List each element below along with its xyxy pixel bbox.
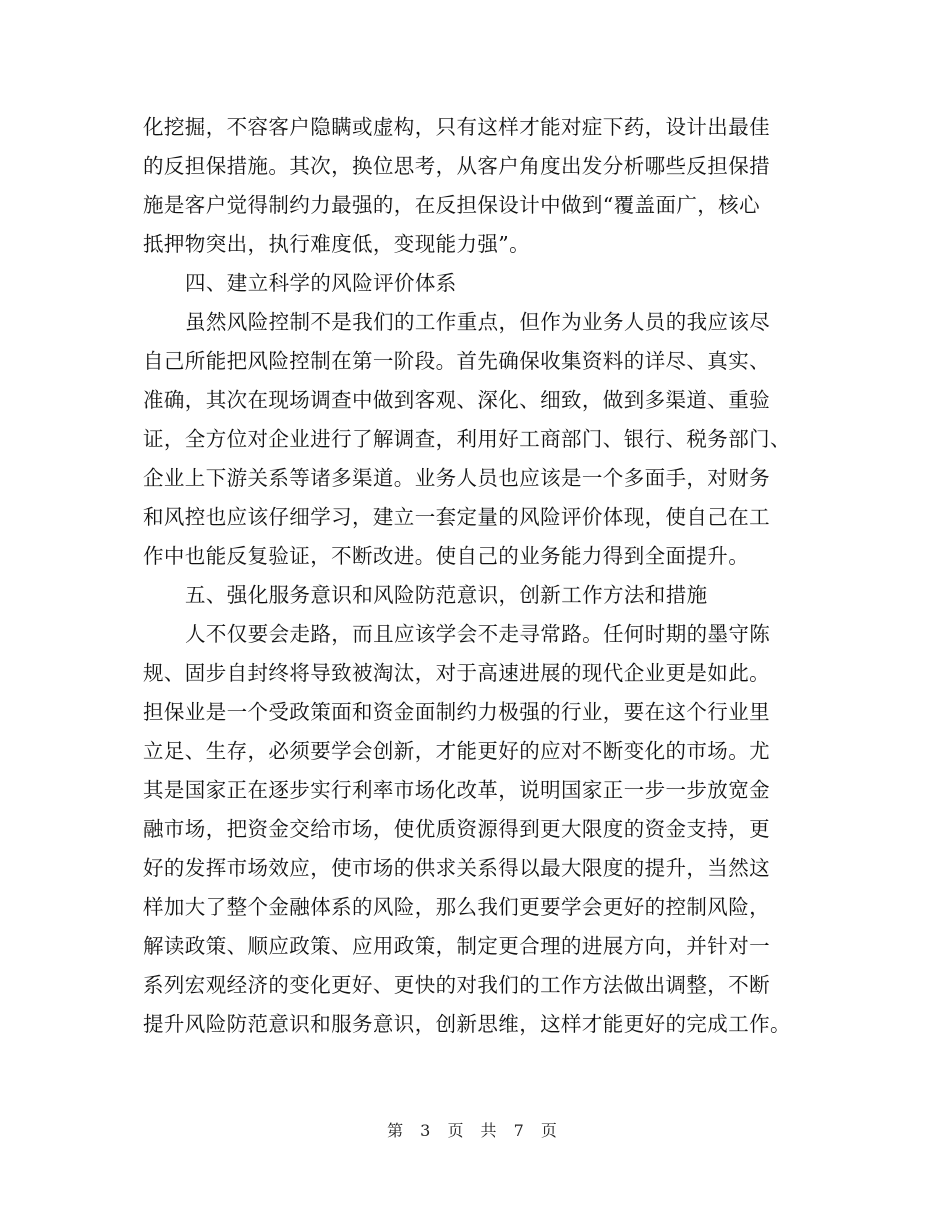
document-body (143, 108, 811, 1044)
text-line: 样加大了整个金融体系的风险，那么我们更要学会更好的控制风险， (143, 895, 770, 919)
text-line: 系列宏观经济的变化更好、更快的对我们的工作方法做出调整，不断 (143, 973, 770, 997)
text-line: 准确，其次在现场调查中做到客观、深化、细致，做到多渠道、重验 (143, 388, 770, 412)
text-line: 解读政策、顺应政策、应用政策，制定更合理的进展方向，并针对一 (143, 934, 770, 958)
text-line: 虽然风险控制不是我们的工作重点，但作为业务人员的我应该尽 (185, 310, 771, 334)
text-line: 和风控也应该仔细学习，建立一套定量的风险评价体现，使自己在工 (143, 505, 770, 529)
text-line: 抵押物突出，执行难度低，变现能力强”。 (143, 232, 531, 256)
page-number: 第 3 页 共 7 页 (387, 1121, 563, 1140)
text-line: 证，全方位对企业进行了解调查，利用好工商部门、银行、税务部门、 (143, 427, 791, 451)
text-line: 作中也能反复验证，不断改进。使自己的业务能力得到全面提升。 (143, 544, 750, 568)
text-line: 其是国家正在逐步实行利率市场化改革，说明国家正一步一步放宽金 (143, 778, 770, 802)
text-line: 规、固步自封终将导致被淘汰，对于高速进展的现代企业更是如此。 (143, 661, 770, 685)
text-line: 立足、生存，必须要学会创新，才能更好的应对不断变化的市场。尤 (143, 739, 770, 763)
section-heading: 五、强化服务意识和风险防范意识，创新工作方法和措施 (185, 583, 708, 607)
text-line: 的反担保措施。其次，换位思考，从客户角度出发分析哪些反担保措 (143, 154, 770, 178)
text-line: 提升风险防范意识和服务意识，创新思维，这样才能更好的完成工作。 (143, 1012, 791, 1036)
section-heading: 四、建立科学的风险评价体系 (185, 271, 457, 295)
text-line: 企业上下游关系等诸多渠道。业务人员也应该是一个多面手，对财务 (143, 466, 770, 490)
text-line: 融市场，把资金交给市场，使优质资源得到更大限度的资金支持，更 (143, 817, 770, 841)
text-line: 人不仅要会走路，而且应该学会不走寻常路。任何时期的墨守陈 (185, 622, 771, 646)
text-line: 好的发挥市场效应，使市场的供求关系得以最大限度的提升，当然这 (143, 856, 770, 880)
text-line: 担保业是一个受政策面和资金面制约力极强的行业，要在这个行业里 (143, 700, 770, 724)
text-line: 自己所能把风险控制在第一阶段。首先确保收集资料的详尽、真实、 (143, 349, 770, 373)
text-line: 施是客户觉得制约力最强的，在反担保设计中做到“覆盖面广，核心 (143, 193, 760, 217)
text-line: 化挖掘，不容客户隐瞒或虚构，只有这样才能对症下药，设计出最佳 (143, 115, 770, 139)
